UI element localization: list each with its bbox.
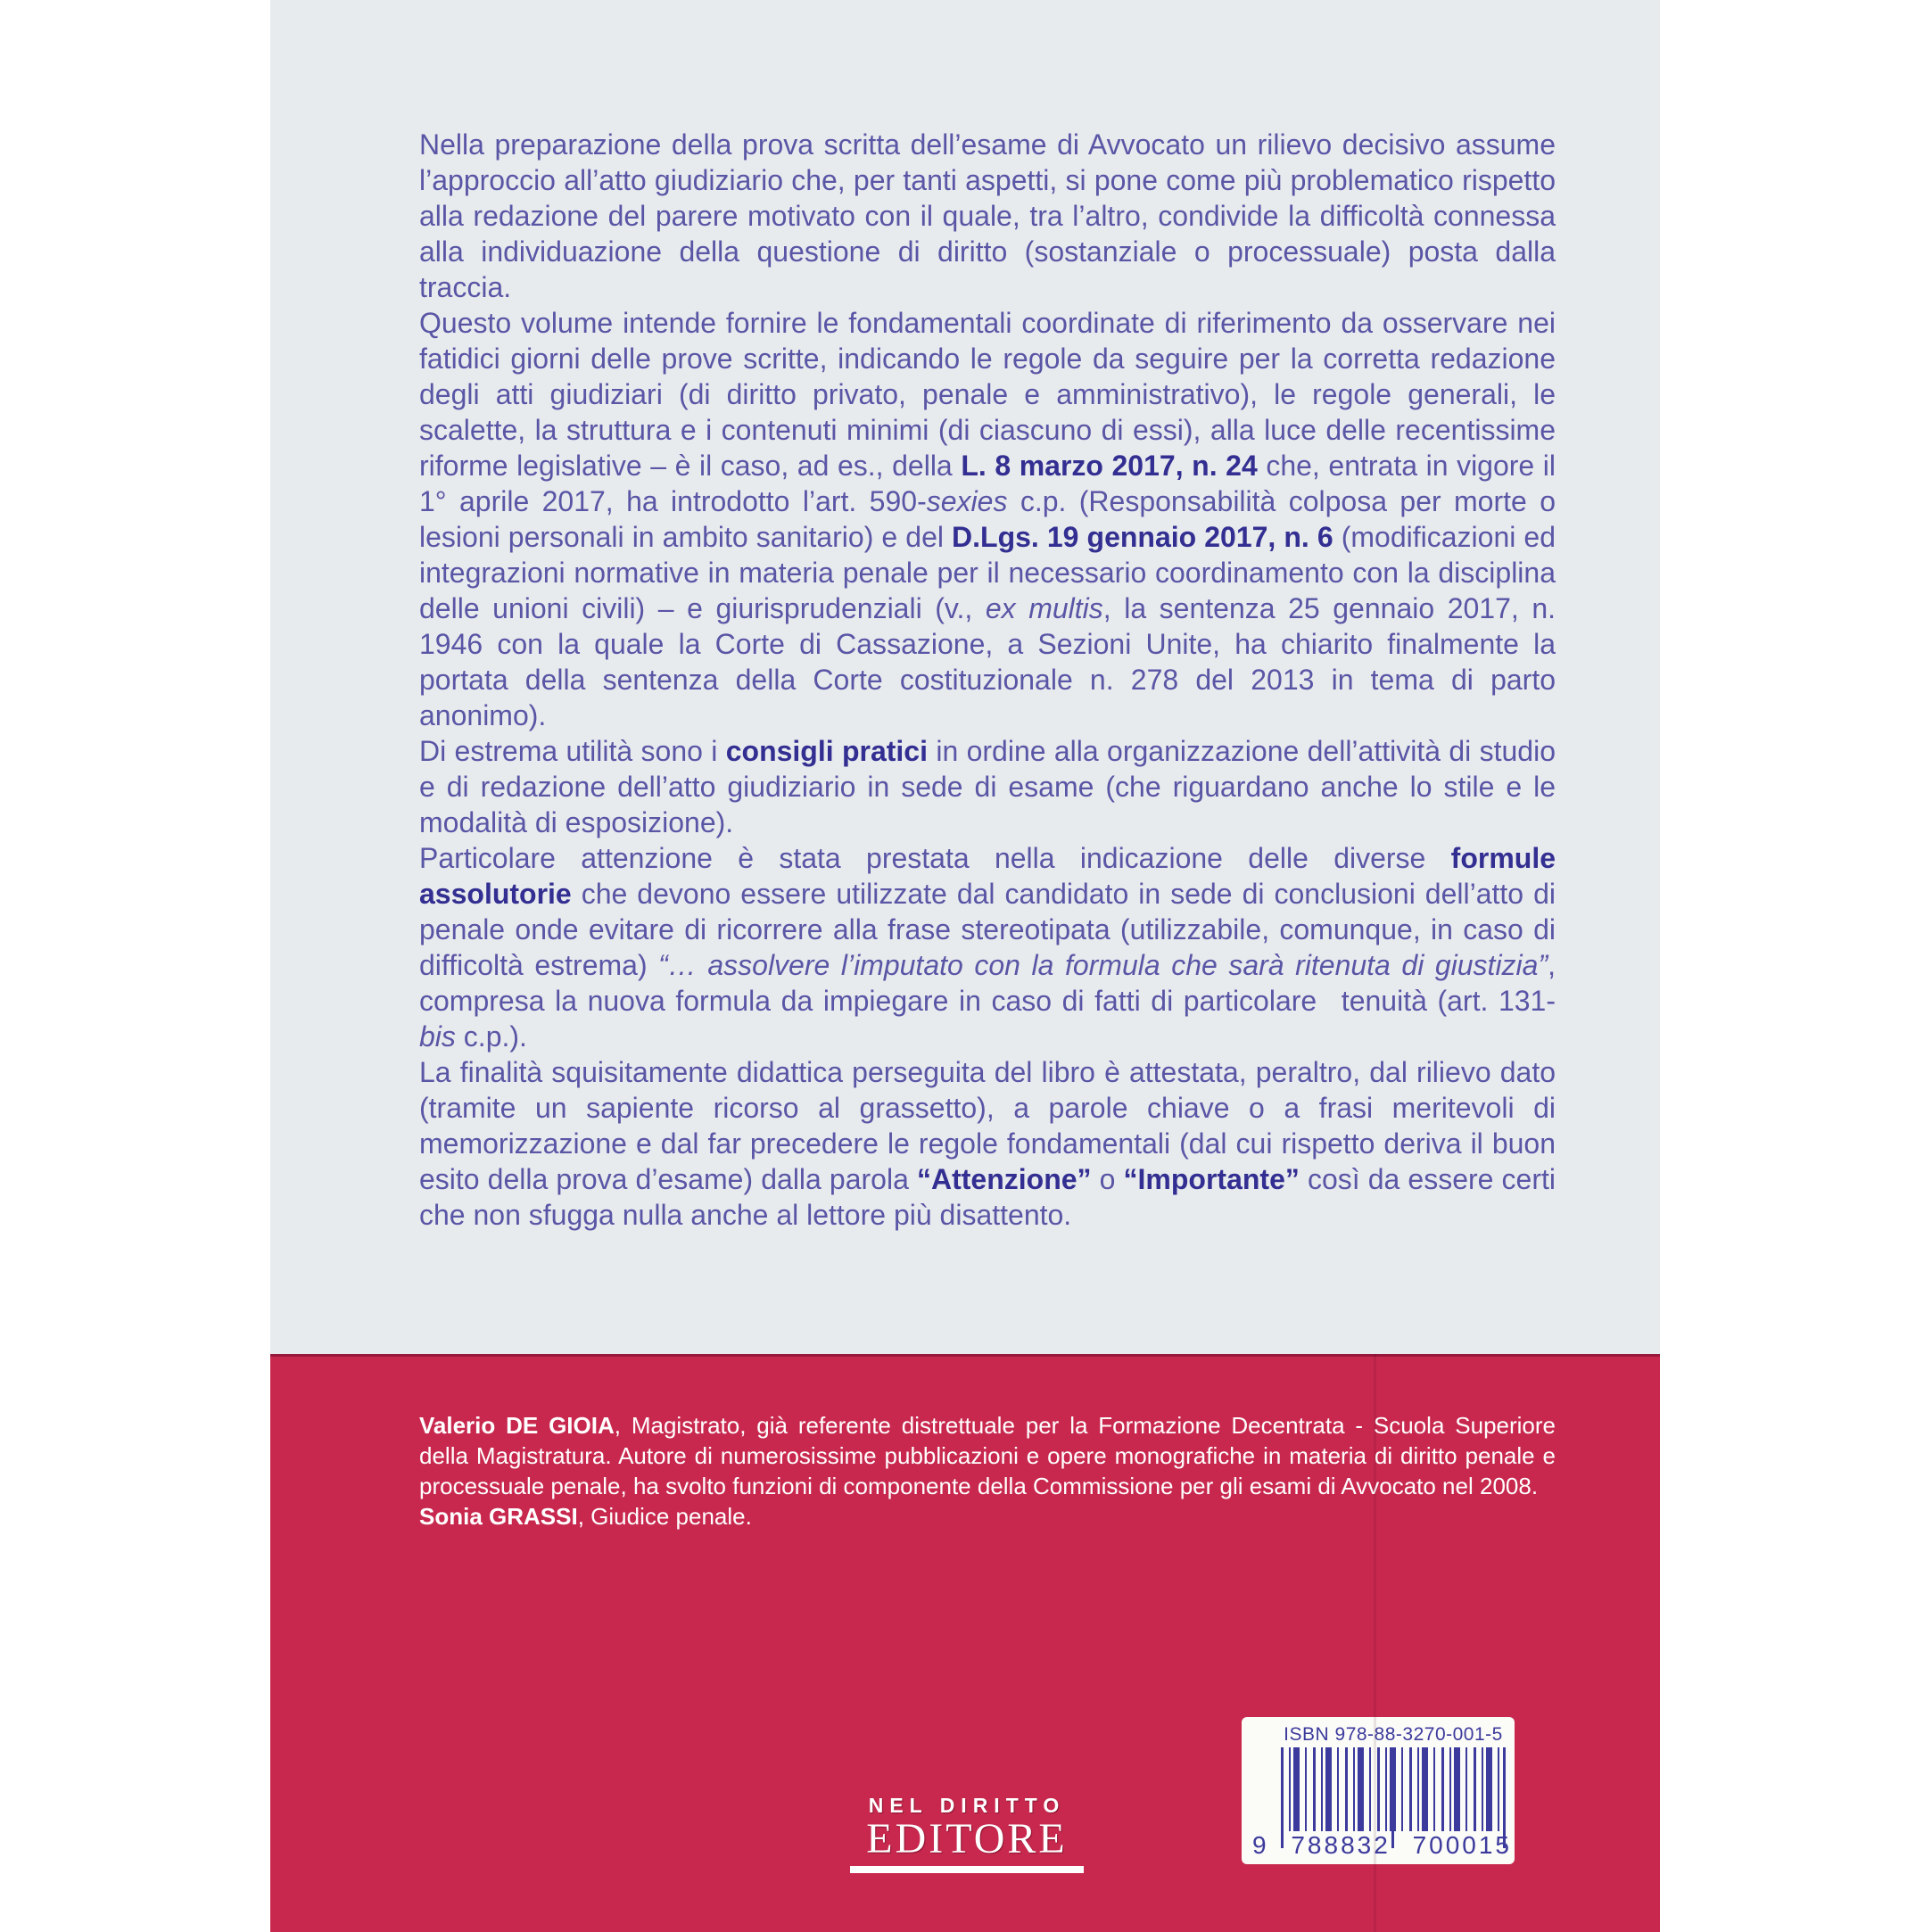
publisher-logo-rule bbox=[850, 1866, 1084, 1873]
text: o bbox=[1091, 1163, 1124, 1195]
bold-text: formule assolutorie bbox=[419, 842, 1564, 910]
text: in ordine alla organizzazione dell’attività di studio e di redazione dell’atto giudiziario in sede di esame (che riguardano anche lo stile e le modalità di esposizione). bbox=[419, 735, 1564, 838]
bold-text: consigli pratici bbox=[725, 735, 928, 767]
barcode-bars bbox=[1281, 1747, 1506, 1831]
text: Questo volume intende fornire le fondamentali coordinate di riferimento da osservare nei fatidici giorni delle prove scritte, indicando le regole da seguire per la corretta redazione degli atti giudiziari (di diritto privato, penale e amministrativo), le regole generali, le scalette, la struttura e i contenuti minimi (di ciascuno di essi), alla luce delle recentissime riforme legislative – è il caso, ad es., della bbox=[419, 307, 1564, 482]
paragraph bbox=[419, 1410, 1563, 1501]
bold-text: “Attenzione” bbox=[916, 1163, 1092, 1195]
text: , la sentenza 25 gennaio 2017, n. 1946 con la quale la Corte di Cassazione, a Sezioni Unite, ha chiarito finalmente la portata della sentenza della Corte costituzionale n. 278 del 2013 in tema di parto anonimo). bbox=[419, 592, 1564, 731]
text: c.p.). bbox=[455, 1020, 527, 1053]
book-back-cover bbox=[270, 0, 1660, 1932]
text: , compresa la nuova formula da impiegare in caso di fatti di particolare tenuità (art. 131- bbox=[419, 949, 1564, 1017]
author-bio bbox=[419, 1410, 1563, 1532]
text: , Giudice penale. bbox=[577, 1503, 752, 1530]
text: Di estrema utilità sono i bbox=[419, 735, 726, 767]
text: , Magistrato, già referente distrettuale per la Formazione Decentrata - Scuola Superiore della Magistratura. Autore di numerosissime pubblicazioni e opere monografiche in materia di diritto penale e processuale penale, ha svolto funzioni di componente della Commissione per gli esami di Avvocato nel 2008. bbox=[419, 1412, 1563, 1499]
text: (modificazioni ed integrazioni normative in materia penale per il necessario coordinamento con la disciplina delle unioni civili) – e giurisprudenziali (v., bbox=[419, 521, 1564, 624]
publisher-logo-editore: EDITORE bbox=[866, 1815, 1068, 1862]
cover-crease-line bbox=[1374, 1354, 1376, 1932]
isbn-label: ISBN 978-88-3270-001-5 bbox=[1284, 1724, 1503, 1745]
text: c.p. (Responsabilità colposa per morte o lesioni personali in ambito sanitario) e del bbox=[419, 485, 1564, 553]
italic-text: “… assolvere l’imputato con la formula che sarà ritenuta di giustizia” bbox=[658, 949, 1548, 981]
cover-top-section bbox=[270, 0, 1660, 1354]
bold-text: Valerio DE GIOIA bbox=[419, 1412, 615, 1439]
text: La finalità squisitamente didattica perseguita del libro è attestata, peraltro, dal rilievo dato (tramite un sapiente ricorso al grassetto), a parole chiave o a frasi meritevoli di memorizzazione e dal far precedere le regole fondamentali (dal cui rispetto deriva il buon esito della prova d’esame) dalla parola bbox=[419, 1056, 1564, 1195]
text: che, entrata in vigore il 1° aprile 2017, ha introdotto l’art. 590- bbox=[419, 450, 1564, 517]
barcode-digits: 9 788832 700015 bbox=[1252, 1831, 1512, 1859]
italic-text: bis bbox=[419, 1020, 456, 1053]
paragraph bbox=[419, 127, 1564, 305]
publisher-logo-name: NEL DIRITTO bbox=[868, 1794, 1066, 1817]
italic-text: ex multis bbox=[985, 592, 1103, 624]
synopsis-text bbox=[419, 127, 1564, 1233]
paragraph bbox=[419, 305, 1564, 733]
publisher-logo bbox=[850, 1794, 1084, 1873]
bold-text: D.Lgs. 19 gennaio 2017, n. 6 bbox=[952, 521, 1333, 553]
text: che devono essere utilizzate dal candidato in sede di conclusioni dell’atto di penale onde evitare di ricorrere alla frase stereotipata (utilizzabile, comunque, in caso di difficoltà estrema) bbox=[419, 878, 1564, 981]
isbn-barcode bbox=[1242, 1717, 1515, 1864]
italic-text: sexies bbox=[926, 485, 1008, 517]
bold-text: “Importante” bbox=[1123, 1163, 1300, 1195]
paragraph bbox=[419, 733, 1564, 840]
text: Nella preparazione della prova scritta dell’esame di Avvocato un rilievo decisivo assume l’approccio all’atto giudiziario che, per tanti aspetti, si pone come più problematico rispetto alla redazione del parere motivato con il quale, tra l’altro, condivide la difficoltà connessa alla individuazione della questione di diritto (sostanziale o processuale) posta dalla traccia. bbox=[419, 128, 1564, 303]
paragraph bbox=[419, 840, 1564, 1054]
text: Particolare attenzione è stata prestata nella indicazione delle diverse bbox=[419, 842, 1451, 874]
text: così da essere certi che non sfugga nulla anche al lettore più disattento. bbox=[419, 1163, 1564, 1231]
paragraph bbox=[419, 1501, 1556, 1532]
cover-bottom-section bbox=[270, 1354, 1660, 1932]
paragraph bbox=[419, 1054, 1564, 1233]
bold-text: L. 8 marzo 2017, n. 24 bbox=[961, 450, 1258, 482]
bold-text: Sonia GRASSI bbox=[419, 1503, 578, 1530]
